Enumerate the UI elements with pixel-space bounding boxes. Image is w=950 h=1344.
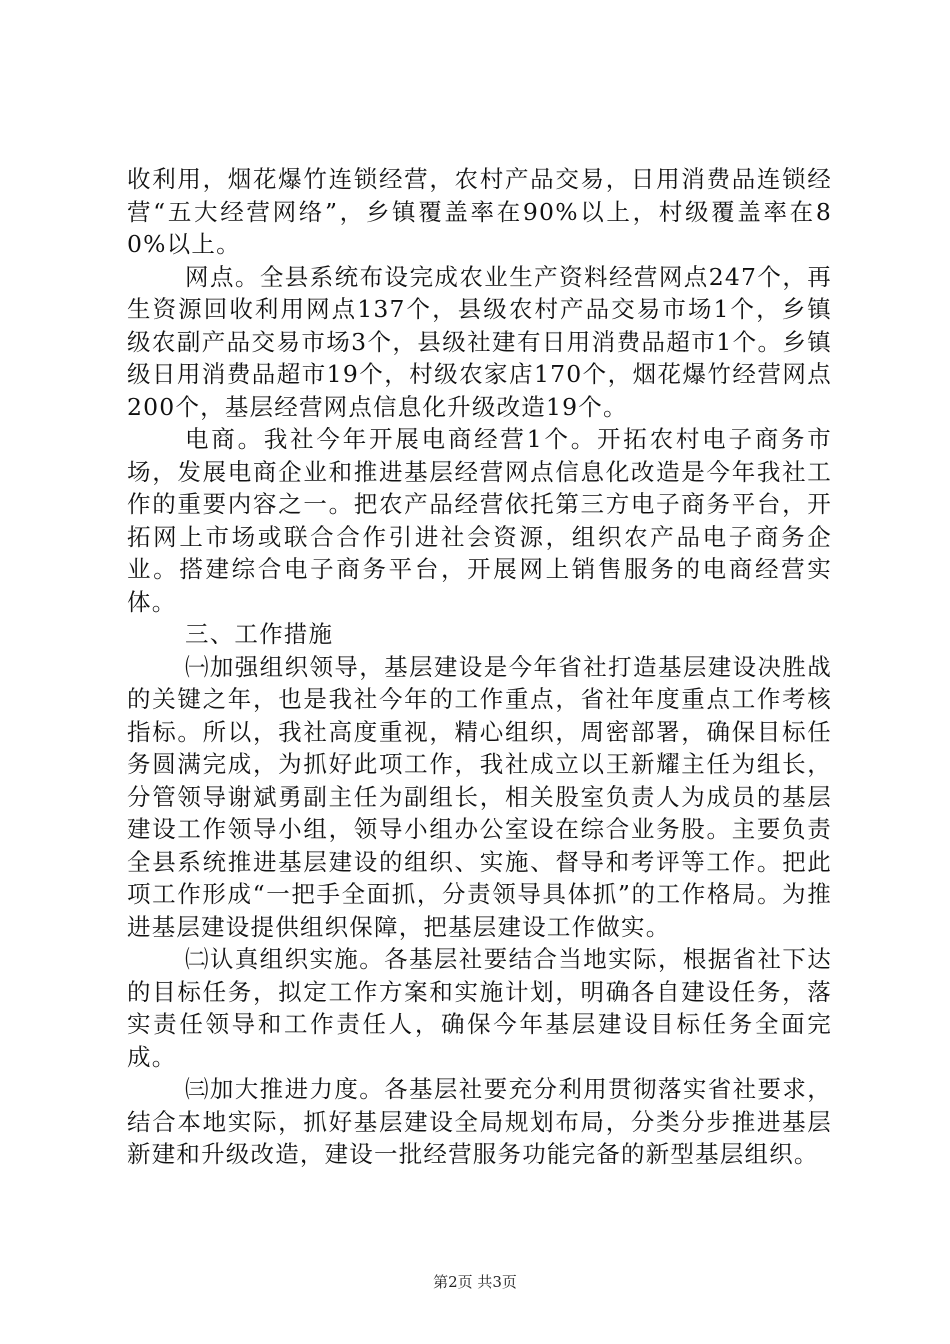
paragraph-measure-2: ㈡认真组织实施。各基层社要结合当地实际，根据省社下达的目标任务，拟定工作方案和实施计划，明确各自建设任务，落实责任领导和工作责任人，确保今年基层建设目标任务全面完成。	[127, 945, 832, 1071]
paragraph-measure-3: ㈢加大推进力度。各基层社要充分利用贯彻落实省社要求，结合本地实际，抓好基层建设全局规划布局，分类分步推进基层新建和升级改造，建设一批经营服务功能完备的新型基层组织。	[127, 1075, 832, 1168]
paragraph-continuation: 收利用，烟花爆竹连锁经营，农村产品交易，日用消费品连锁经营“五大经营网络”，乡镇覆盖率在90%以上，村级覆盖率在80%以上。	[127, 165, 832, 258]
page-number-footer: 第2页 共3页	[433, 1273, 517, 1291]
paragraph-ecommerce: 电商。我社今年开展电商经营1个。开拓农村电子商务市场，发展电商企业和推进基层经营网点信息化改造是今年我社工作的重要内容之一。把农产品经营依托第三方电子商务平台，开拓网上市场或联合合作引进社会资源，组织农产品电子商务企业。搭建综合电子商务平台，开展网上销售服务的电商经营实体。	[127, 425, 832, 616]
paragraph-measure-1: ㈠加强组织领导，基层建设是今年省社打造基层建设决胜战的关键之年，也是我社今年的工作重点，省社年度重点工作考核指标。所以，我社高度重视，精心组织，周密部署，确保目标任务圆满完成，为抓好此项工作，我社成立以王新耀主任为组长，分管领导谢斌勇副主任为副组长，相关股室负责人为成员的基层建设工作领导小组，领导小组办公室设在综合业务股。主要负责全县系统推进基层建设的组织、实施、督导和考评等工作。把此项工作形成“一把手全面抓，分责领导具体抓”的工作格局。为推进基层建设提供组织保障，把基层建设工作做实。	[127, 652, 832, 941]
document-body	[127, 163, 832, 1171]
paragraph-outlets: 网点。全县系统布设完成农业生产资料经营网点247个，再生资源回收利用网点137个，县级农村产品交易市场1个，乡镇级农副产品交易市场3个，县级社建有日用消费品超市1个。乡镇级日用消费品超市19个，村级农家店170个，烟花爆竹经营网点200个，基层经营网点信息化升级改造19个。	[127, 262, 832, 421]
section-heading: 三、工作措施	[185, 620, 334, 648]
